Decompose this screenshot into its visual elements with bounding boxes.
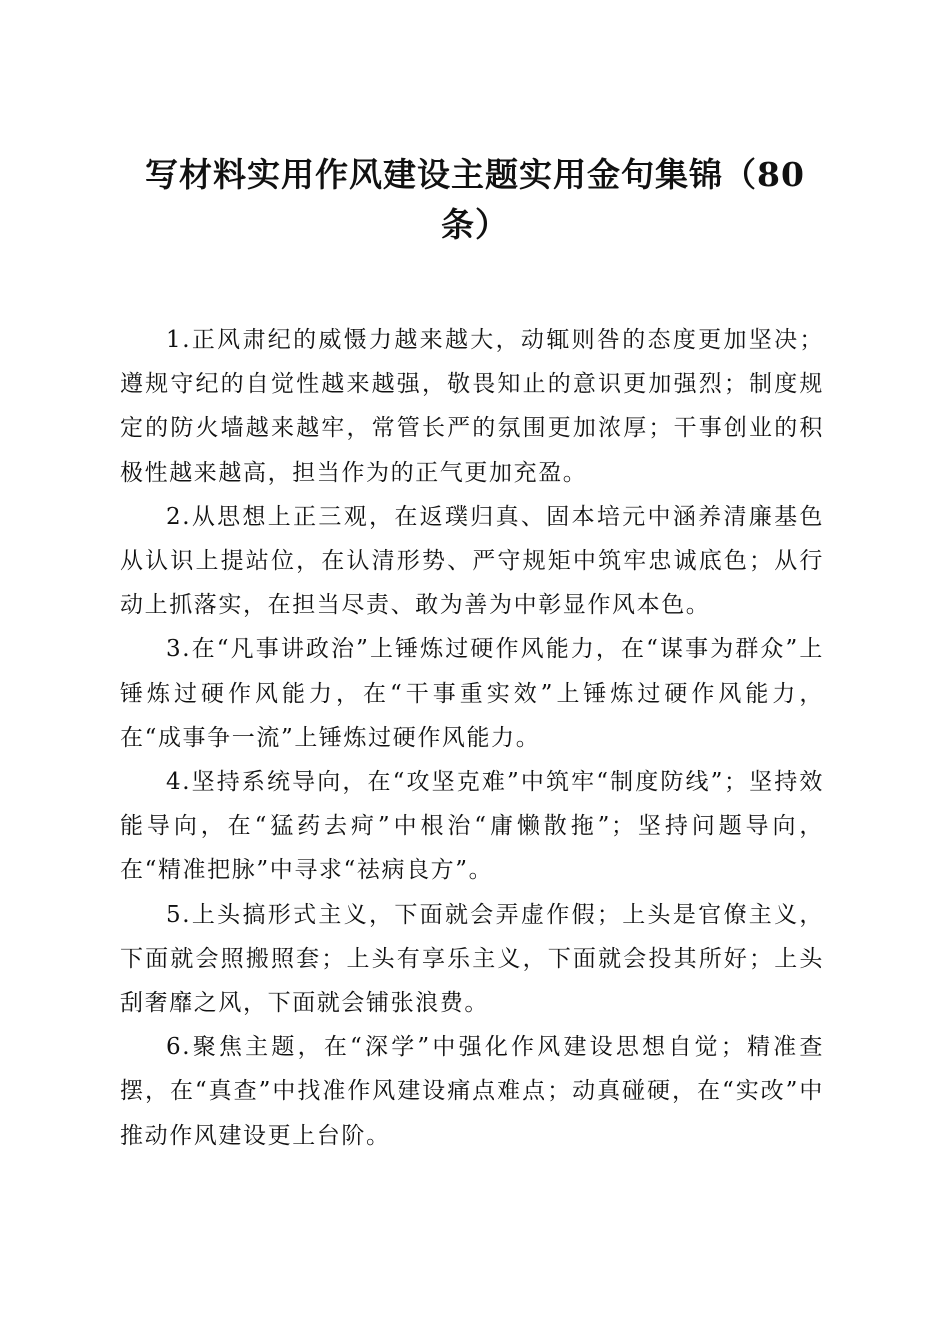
paragraph-1: 1.正风肃纪的威慑力越来越大，动辄则咎的态度更加坚决；遵规守纪的自觉性越来越强，敬畏知止的意识更加强烈；制度规定的防火墙越来越牢，常管长严的氛围更加浓厚；干事创业的积极性越来越高，担当作为的正气更加充盈。	[120, 327, 824, 486]
paragraph-5: 5.上头搞形式主义，下面就会弄虚作假；上头是官僚主义，下面就会照搬照套；上头有享乐主义，下面就会投其所好；上头刮奢靡之风，下面就会铺张浪费。	[120, 901, 824, 1017]
paragraph-2: 2.从思想上正三观，在返璞归真、固本培元中涵养清廉基色从认识上提站位，在认清形势、严守规矩中筑牢忠诚底色；从行动上抓落实，在担当尽责、敢为善为中彰显作风本色。	[120, 503, 824, 619]
paragraph-4: 4.坚持系统导向，在“攻坚克难”中筑牢“制度防线”；坚持效能导向，在“猛药去疴”中根治“庸懒散拖”；坚持问题导向，在“精准把脉”中寻求“祛病良方”。	[120, 769, 824, 884]
document-title: 写材料实用作风建设主题实用金句集锦（80条）	[145, 155, 805, 244]
paragraph-3: 3.在“凡事讲政治”上锤炼过硬作风能力，在“谋事为群众”上锤炼过硬作风能力，在“干事重实效”上锤炼过硬作风能力，在“成事争一流”上锤炼过硬作风能力。	[120, 636, 824, 751]
document-body	[120, 318, 824, 1158]
paragraph-6: 6.聚焦主题，在“深学”中强化作风建设思想自觉；精准查摆，在“真查”中找准作风建设痛点难点；动真碰硬，在“实改”中推动作风建设更上台阶。	[120, 1034, 824, 1149]
